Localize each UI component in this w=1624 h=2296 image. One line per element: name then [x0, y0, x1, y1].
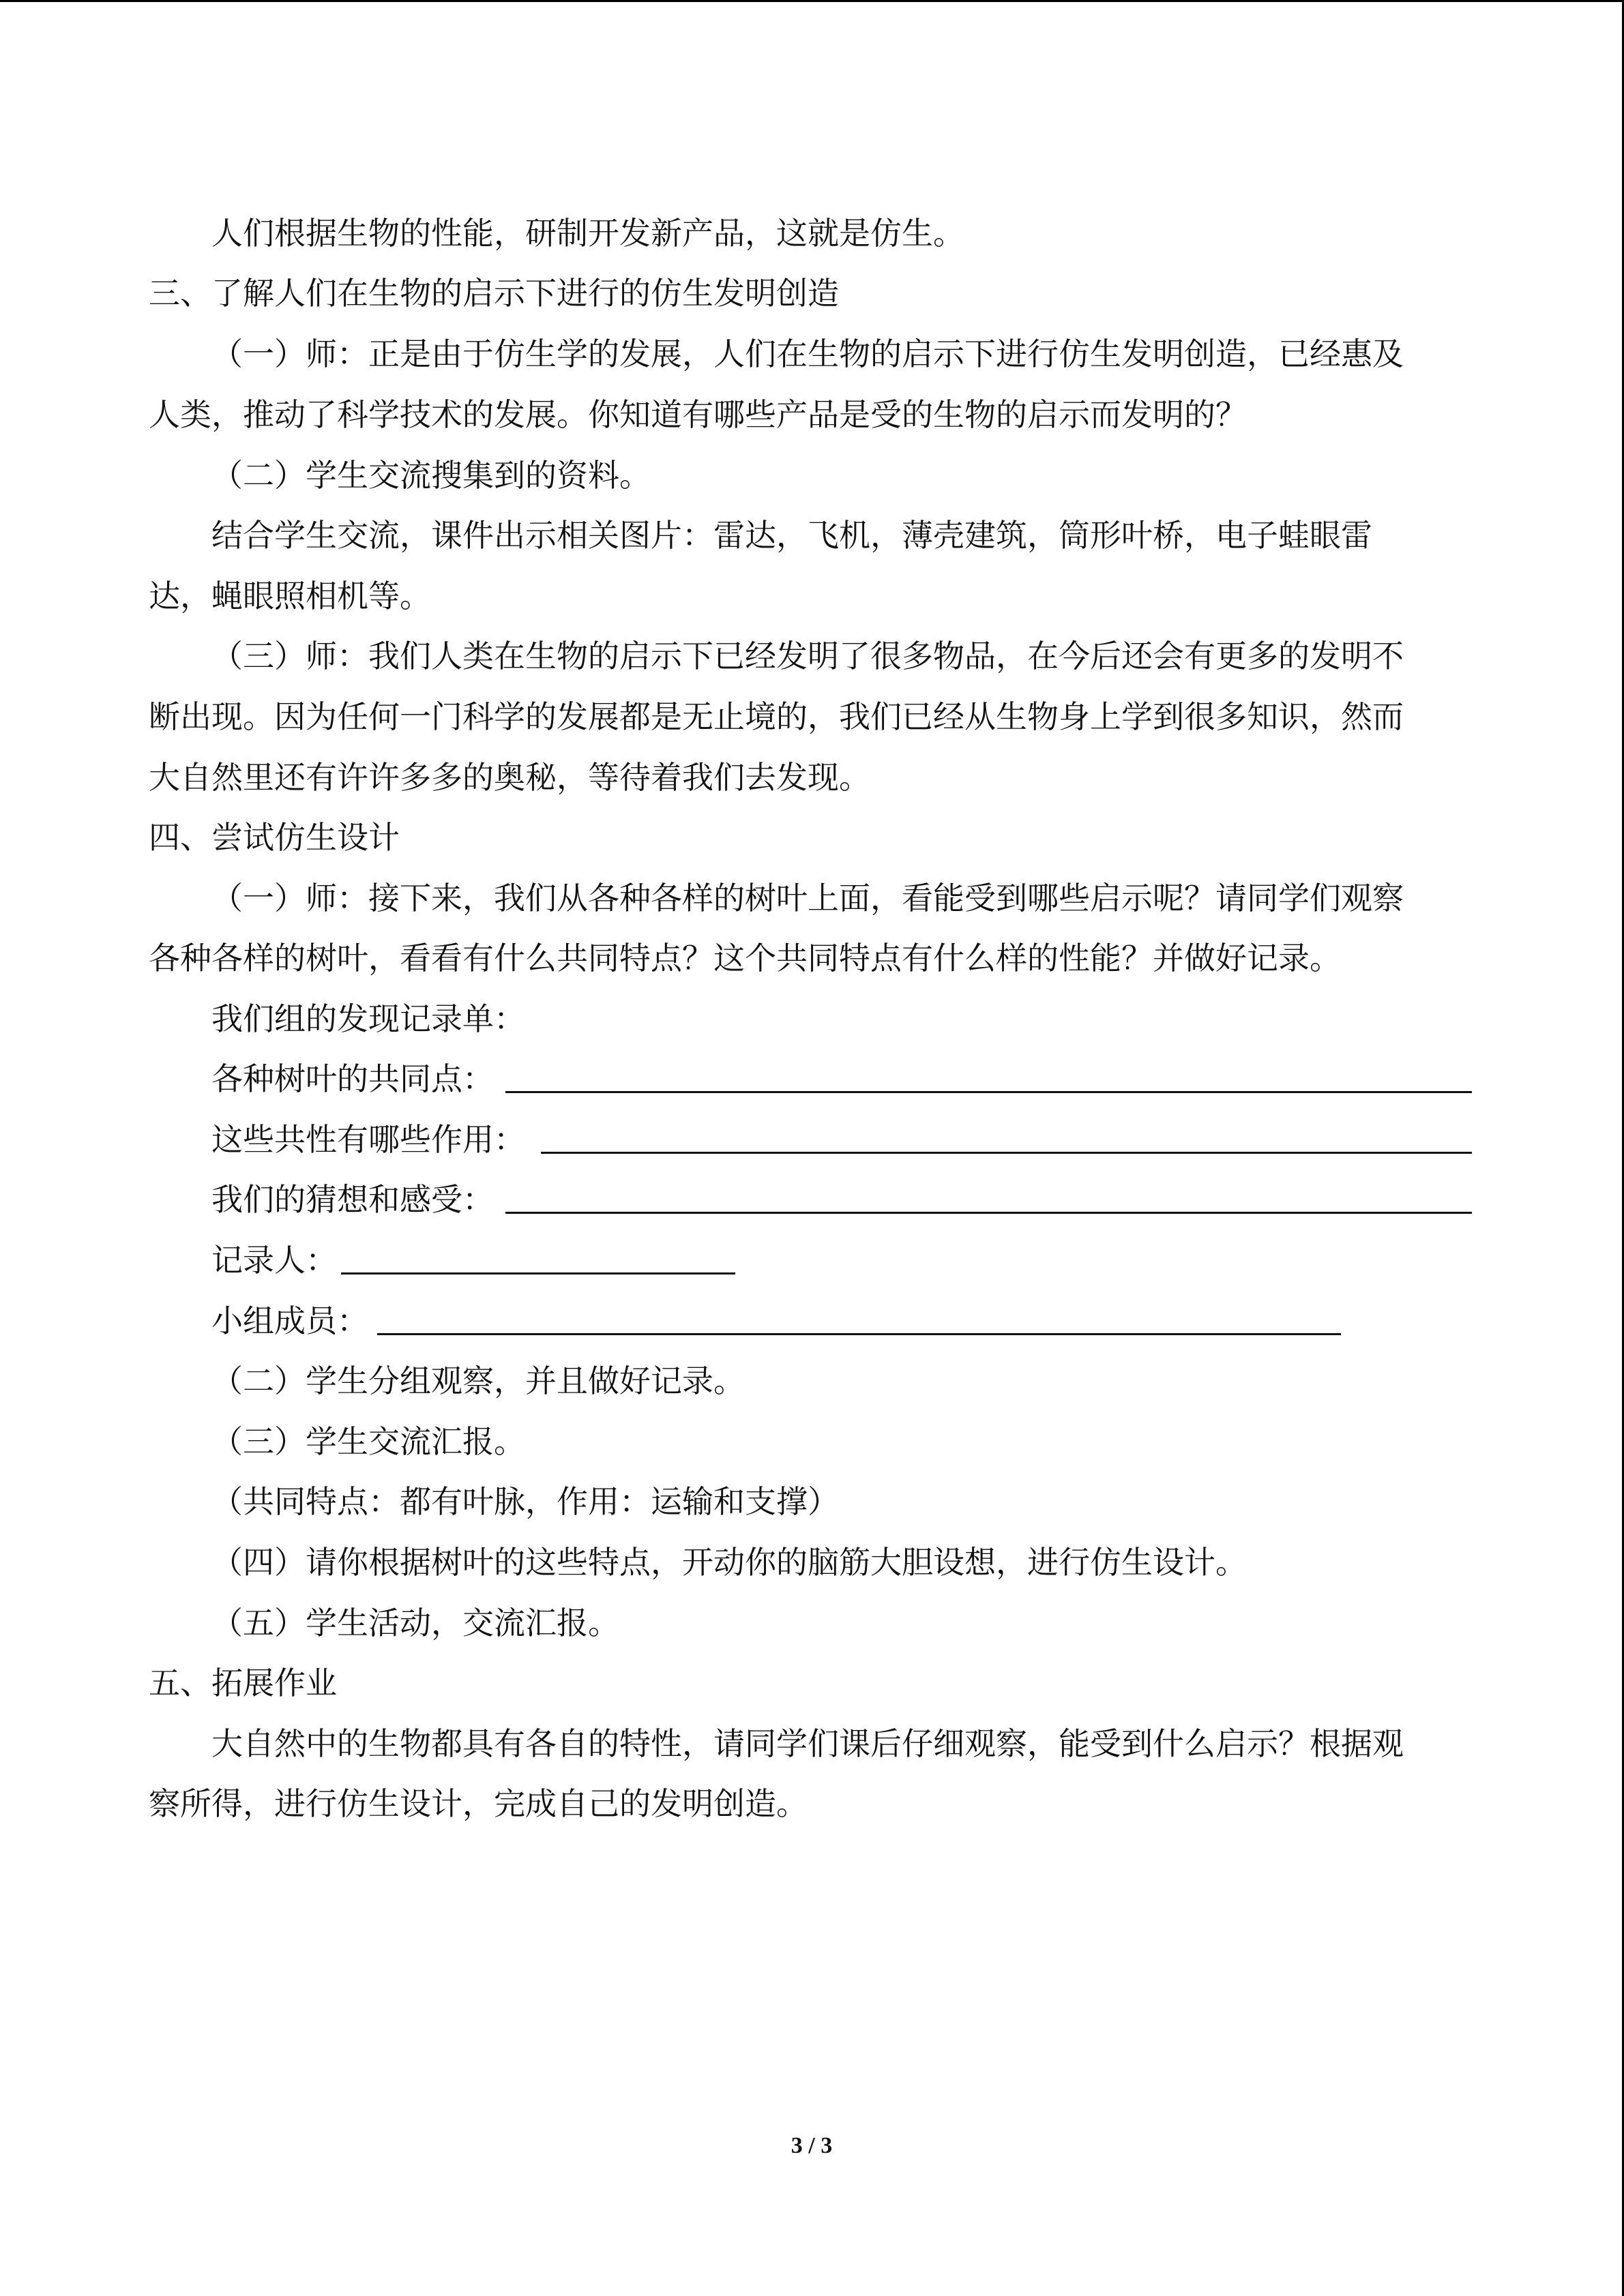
record-common-points-blank — [505, 1091, 1472, 1093]
page-number: 3 / 3 — [791, 2133, 833, 2158]
paragraph-3-1-line-1: （一）师：正是由于仿生学的发展，人们在生物的启示下进行仿生发明创造，已经惠及 — [211, 336, 1404, 372]
paragraph-3-3-line-2: 断出现。因为任何一门科学的发展都是无止境的，我们已经从生物身上学到很多知识，然而 — [149, 698, 1404, 735]
paragraph-bionics-definition: 人们根据生物的性能，研制开发新产品，这就是仿生。 — [211, 215, 964, 252]
recorder-label: 记录人： — [211, 1242, 337, 1279]
paragraph-4-2: （二）学生分组观察，并且做好记录。 — [211, 1362, 745, 1399]
paragraph-common-features: （共同特点：都有叶脉，作用：运输和支撑） — [211, 1483, 839, 1520]
paragraph-3-1-line-2: 人类，推动了科学技术的发展。你知道有哪些产品是受的生物的启示而发明的？ — [149, 396, 1247, 433]
paragraph-images-line-2: 达，蝇眼照相机等。 — [149, 578, 431, 614]
paragraph-3-2: （二）学生交流搜集到的资料。 — [211, 457, 651, 494]
group-members-blank — [377, 1333, 1341, 1335]
record-sheet-title: 我们组的发现记录单： — [211, 1000, 525, 1037]
group-members-label: 小组成员： — [211, 1302, 368, 1339]
section-heading-5: 五、拓展作业 — [149, 1665, 337, 1701]
record-common-points-label: 各种树叶的共同点： — [211, 1060, 494, 1097]
section-heading-3: 三、了解人们在生物的启示下进行的仿生发明创造 — [149, 275, 839, 312]
page-top-border — [0, 0, 1624, 2]
paragraph-images-line-1: 结合学生交流，课件出示相关图片：雷达，飞机，薄壳建筑，筒形叶桥，电子蛙眼雷 — [211, 517, 1372, 554]
record-functions-label: 这些共性有哪些作用： — [211, 1121, 525, 1158]
record-guess-blank — [505, 1212, 1472, 1214]
section-heading-4: 四、尝试仿生设计 — [149, 819, 400, 856]
paragraph-homework-line-2: 察所得，进行仿生设计，完成自己的发明创造。 — [149, 1785, 808, 1822]
paragraph-3-3-line-1: （三）师：我们人类在生物的启示下已经发明了很多物品，在今后还会有更多的发明不 — [211, 638, 1404, 674]
paragraph-3-3-line-3: 大自然里还有许许多多的奥秘，等待着我们去发现。 — [149, 759, 870, 796]
record-guess-label: 我们的猜想和感受： — [211, 1181, 494, 1218]
record-functions-blank — [541, 1152, 1472, 1154]
paragraph-4-1-line-1: （一）师：接下来，我们从各种各样的树叶上面，看能受到哪些启示呢？请同学们观察 — [211, 880, 1404, 916]
paragraph-4-4: （四）请你根据树叶的这些特点，开动你的脑筋大胆设想，进行仿生设计。 — [211, 1544, 1247, 1581]
paragraph-4-3: （三）学生交流汇报。 — [211, 1423, 525, 1460]
paragraph-homework-line-1: 大自然中的生物都具有各自的特性，请同学们课后仔细观察，能受到什么启示？根据观 — [211, 1725, 1404, 1762]
paragraph-4-5: （五）学生活动，交流汇报。 — [211, 1605, 619, 1641]
paragraph-4-1-line-2: 各种各样的树叶，看看有什么共同特点？这个共同特点有什么样的性能？并做好记录。 — [149, 940, 1341, 976]
recorder-blank — [341, 1272, 735, 1274]
